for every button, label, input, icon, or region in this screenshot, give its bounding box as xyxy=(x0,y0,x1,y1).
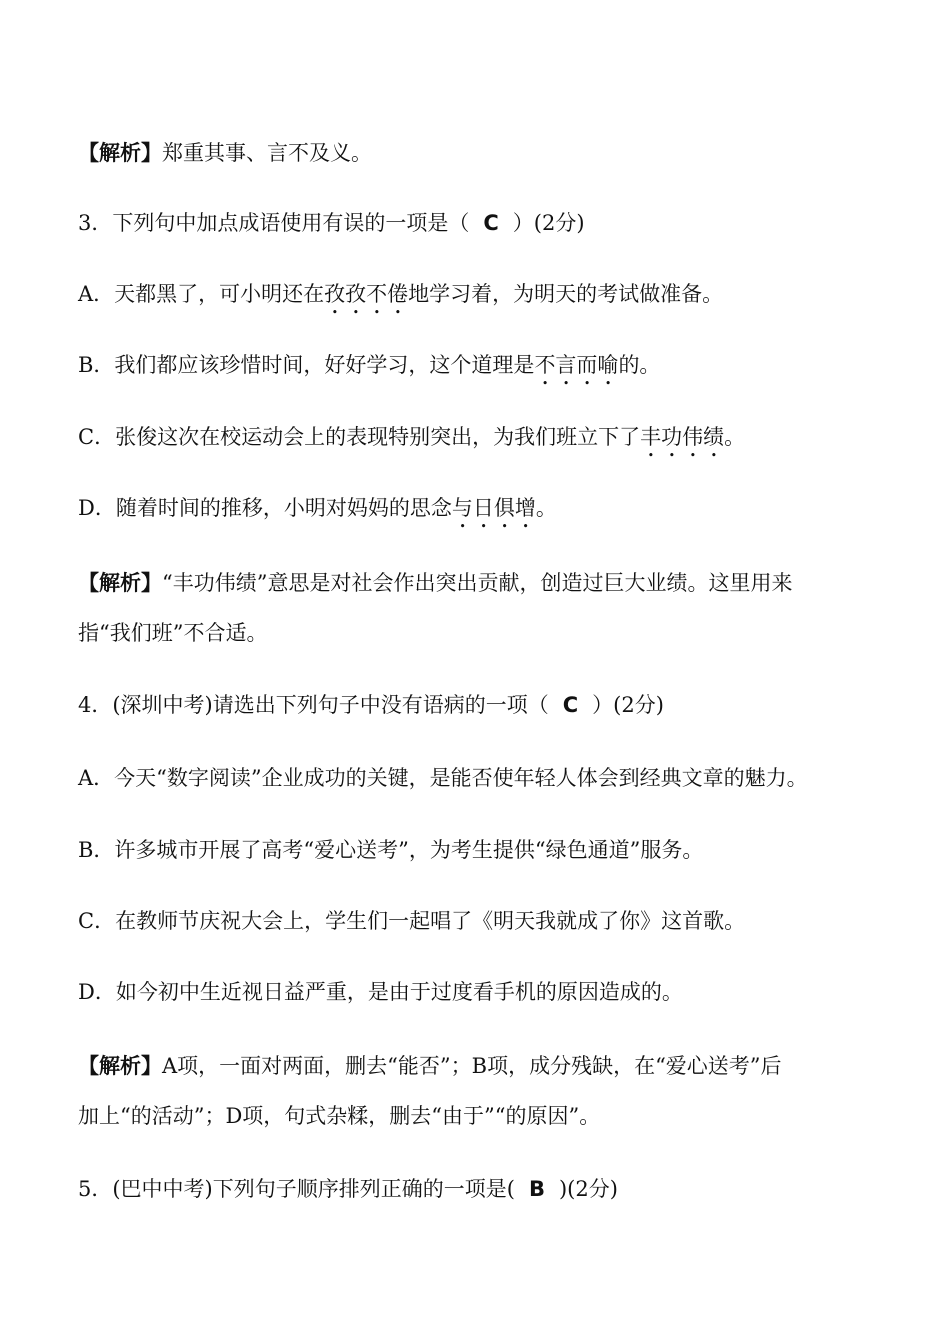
question-score: )(2分) xyxy=(558,1177,618,1201)
answer-letter: C xyxy=(562,693,579,717)
option-text: C．张俊这次在校运动会上的表现特别突出，为我们班立下了 xyxy=(78,425,641,449)
analysis-line-q3-cont xyxy=(78,618,890,648)
option-text-end: 的。 xyxy=(618,353,661,377)
dotted-idiom: 不言而喻 xyxy=(534,353,619,377)
analysis-tag: 【解析】 xyxy=(78,141,162,165)
option-4b xyxy=(78,835,890,865)
analysis-line-q3 xyxy=(78,568,890,598)
analysis-text: “丰功伟绩”意思是对社会作出突出贡献，创造过巨大业绩。这里用来 xyxy=(162,571,793,595)
option-text: D．随着时间的推移，小明对妈妈的思念 xyxy=(78,496,452,520)
analysis-text: 指“我们班”不合适。 xyxy=(78,621,268,645)
option-text-end: 。 xyxy=(535,496,557,520)
analysis-line-q4 xyxy=(78,1051,890,1081)
option-text: C．在教师节庆祝大会上，学生们一起唱了《明天我就成了你》这首歌。 xyxy=(78,909,746,933)
option-text: B．我们都应该珍惜时间，好好学习，这个道理是 xyxy=(78,353,535,377)
option-3d xyxy=(78,493,890,533)
analysis-line-q2 xyxy=(78,138,890,168)
answer-letter: B xyxy=(528,1177,545,1201)
dotted-idiom: 与日俱增 xyxy=(451,496,536,520)
question-text: 3．下列句中加点成语使用有误的一项是（ xyxy=(78,211,470,235)
option-3c xyxy=(78,422,890,462)
question-3 xyxy=(78,208,890,238)
analysis-text: A项，一面对两面，删去“能否”；B项，成分残缺，在“爱心送考”后 xyxy=(162,1054,782,1078)
option-text: A．今天“数字阅读”企业成功的关键，是能否使年轻人体会到经典文章的魅力。 xyxy=(78,766,808,790)
option-text: D．如今初中生近视日益严重，是由于过度看手机的原因造成的。 xyxy=(78,980,683,1004)
dotted-idiom: 孜孜不倦 xyxy=(324,282,409,306)
question-4 xyxy=(78,690,890,720)
answer-letter: C xyxy=(483,211,499,235)
option-3a xyxy=(78,279,890,319)
analysis-text: 郑重其事、言不及义。 xyxy=(162,141,372,165)
option-4d xyxy=(78,977,890,1007)
question-text: 4．(深圳中考)请选出下列句子中没有语病的一项（ xyxy=(78,693,549,717)
question-text: 5．(巴中中考)下列句子顺序排列正确的一项是( xyxy=(78,1177,515,1201)
option-text: B．许多城市开展了高考“爱心送考”，为考生提供“绿色通道”服务。 xyxy=(78,838,704,862)
question-score: ）(2分) xyxy=(512,211,585,235)
analysis-tag: 【解析】 xyxy=(78,1054,162,1078)
option-4c xyxy=(78,906,890,936)
question-score: ）(2分) xyxy=(592,693,664,717)
option-4a xyxy=(78,763,890,793)
dotted-idiom: 丰功伟绩 xyxy=(640,425,725,449)
analysis-text: 加上“的活动”；D项，句式杂糅，删去“由于”“的原因”。 xyxy=(78,1104,601,1128)
option-text: A．天都黑了，可小明还在 xyxy=(78,282,325,306)
option-3b xyxy=(78,350,890,390)
option-text-end: 。 xyxy=(724,425,746,449)
analysis-tag: 【解析】 xyxy=(78,571,162,595)
analysis-line-q4-cont xyxy=(78,1101,890,1131)
option-text-end: 地学习着，为明天的考试做准备。 xyxy=(408,282,724,306)
question-5 xyxy=(78,1174,890,1204)
